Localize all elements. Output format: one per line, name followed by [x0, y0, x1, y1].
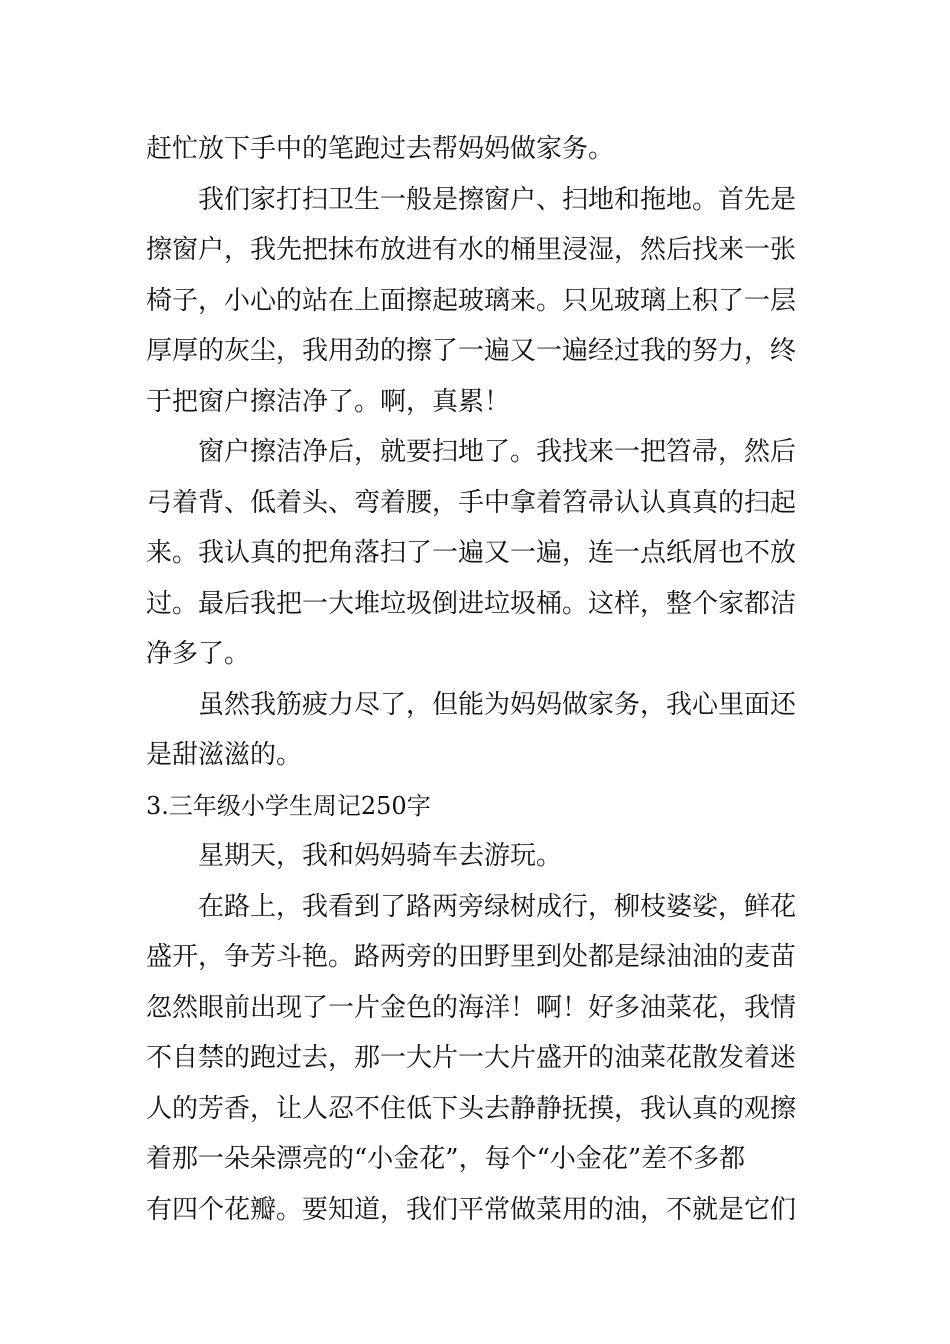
text-line: 椅子，小心的站在上面擦起玻璃来。只见玻璃上积了一层 [146, 285, 797, 316]
text-line: 不自禁的跑过去，那一大片一大片盛开的油菜花散发着迷 [146, 1043, 797, 1073]
text-line: 弓着背、低着头、弯着腰，手中拿着笤帚认认真真的扫起 [146, 487, 797, 518]
text-line: 人的芳香，让人忍不住低下头去静静抚摸，我认真的观擦 [146, 1093, 797, 1124]
text-line: 有四个花瓣。要知道，我们平常做菜用的油，不就是它们 [146, 1194, 797, 1225]
text-line: 于把窗户擦洁净了。啊，真累！ [146, 386, 511, 417]
text-line: 着那一朵朵漂亮的“小金花”，每个“小金花”差不多都 [146, 1144, 746, 1174]
text-line: 厚厚的灰尘，我用劲的擦了一遍又一遍经过我的努力，终 [146, 336, 797, 366]
text-line: 来。我认真的把角落扫了一遍又一遍，连一点纸屑也不放 [146, 538, 797, 568]
text-line: 过。最后我把一大堆垃圾倒进垃圾桶。这样，整个家都洁 [146, 588, 797, 619]
section-heading: 3.三年级小学生周记250字 [146, 791, 431, 820]
text-line: 赶忙放下手中的笔跑过去帮妈妈做家务。 [146, 134, 615, 164]
paragraph-start-line: 星期天，我和妈妈骑车去游玩。 [198, 841, 563, 871]
text-line: 盛开，争芳斗艳。路两旁的田野里到处都是绿油油的麦苗 [146, 942, 797, 972]
text-line: 忽然眼前出现了一片金色的海洋！啊！好多油菜花，我情 [146, 992, 797, 1023]
paragraph-start-line: 虽然我筋疲力尽了，但能为妈妈做家务，我心里面还 [198, 689, 797, 720]
paragraph-start-line: 我们家打扫卫生一般是擦窗户、扫地和拖地。首先是 [198, 184, 797, 215]
text-line: 是甜滋滋的。 [146, 740, 303, 770]
document-page [146, 124, 810, 1235]
paragraph-start-line: 在路上，我看到了路两旁绿树成行，柳枝婆娑，鲜花 [198, 891, 797, 922]
paragraph-start-line: 窗户擦洁净后，就要扫地了。我找来一把笤帚，然后 [198, 437, 797, 467]
text-line: 擦窗户，我先把抹布放进有水的桶里浸湿，然后找来一张 [146, 235, 797, 265]
text-line: 净多了。 [146, 639, 251, 669]
